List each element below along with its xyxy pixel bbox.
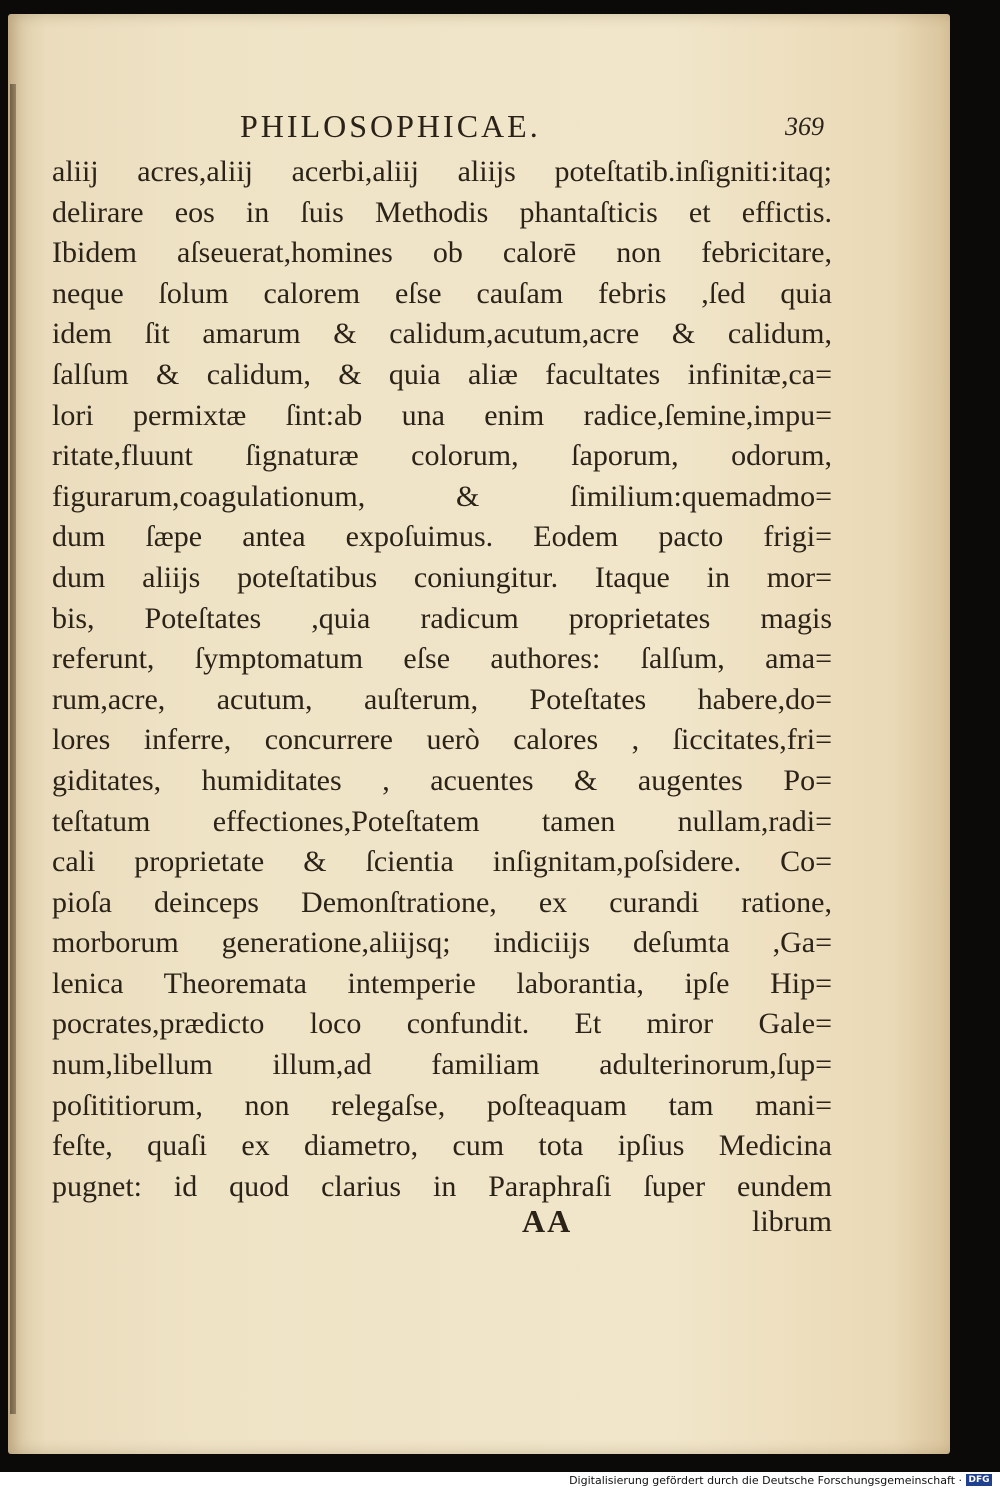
dfg-logo-icon: DFG [966, 1474, 992, 1486]
spine-shadow [10, 84, 16, 1414]
text-line: pugnet: id quod clarius in Paraphraſi ſuper eundem [52, 1169, 832, 1203]
text-line: aliĳ acres,aliĳ acerbi,aliĳ aliĳs poteſtatib.inſigniti:itaq; [52, 155, 832, 188]
digitization-credit: Digitalisierung gefördert durch die Deutsche Forschungsgemeinschaft · [569, 1474, 962, 1487]
catchword: librum [752, 1205, 832, 1238]
text-line: bis, Poteſtates ,quia radicum proprietates magis [52, 601, 832, 635]
text-line: feſte, quaſi ex diametro, cum tota ipſius Medicina [52, 1129, 832, 1163]
text-line: poſititiorum, non relegaſse, poſteaquam tam mani= [52, 1088, 832, 1122]
body-text [52, 152, 832, 1207]
text-line: lori permixtæ ſint:ab una enim radice,ſemine,impu= [52, 398, 832, 432]
text-line: pocrates,prædicto loco confundit. Et miror Gale= [52, 1007, 832, 1041]
page-footer [52, 1203, 832, 1243]
running-title: PHILOSOPHICAE. [240, 108, 541, 144]
text-line: morborum generatione,aliĳsq; indiciĳs deſumta ,Ga= [52, 926, 832, 960]
text-line: pioſa deinceps Demonſtratione, ex curandi ratione, [52, 885, 832, 919]
signature-mark: AA [522, 1203, 573, 1239]
text-line: lores inferre, concurrere uerò calores , ſiccitates,fri= [52, 723, 832, 757]
text-line: teſtatum effectiones,Poteſtatem tamen nullam,radi= [52, 804, 832, 838]
text-line: lenica Theoremata intemperie laborantia, ipſe Hip= [52, 966, 832, 1000]
text-line: neque ſolum calorem eſse cauſam febris ,ſed quia [52, 276, 832, 310]
text-line: delirare eos in ſuis Methodis phantaſticis et effictis. [52, 195, 832, 229]
text-line: dum aliĳs poteſtatibus coniungitur. Itaque in mor= [52, 560, 832, 594]
text-line: referunt, ſymptomatum eſse authores: ſalſum, ama= [52, 642, 832, 676]
text-line: giditates, humiditates , acuentes & augentes Po= [52, 763, 832, 797]
text-line: rum,acre, acutum, auſterum, Poteſtates habere,do= [52, 682, 832, 716]
text-line: idem ſit amarum & calidum,acutum,acre & calidum, [52, 317, 832, 351]
text-line: cali proprietate & ſcientia inſignitam,poſsidere. Co= [52, 845, 832, 879]
page-number: 369 [785, 112, 824, 141]
text-line: ritate,fluunt ſignaturæ colorum, ſaporum, odorum, [52, 439, 832, 473]
text-line: num,libellum illum,ad familiam adulterinorum,ſup= [52, 1048, 832, 1082]
text-line: ſalſum & calidum, & quia aliæ facultates infinitæ,ca= [52, 357, 832, 391]
text-line: Ibidem aſseuerat,homines ob calorē non febricitare, [52, 236, 832, 270]
text-line: figurarum,coagulationum, & ſimilium:quemadmo= [52, 479, 832, 513]
text-line: dum ſæpe antea expoſuimus. Eodem pacto frigi= [52, 520, 832, 554]
